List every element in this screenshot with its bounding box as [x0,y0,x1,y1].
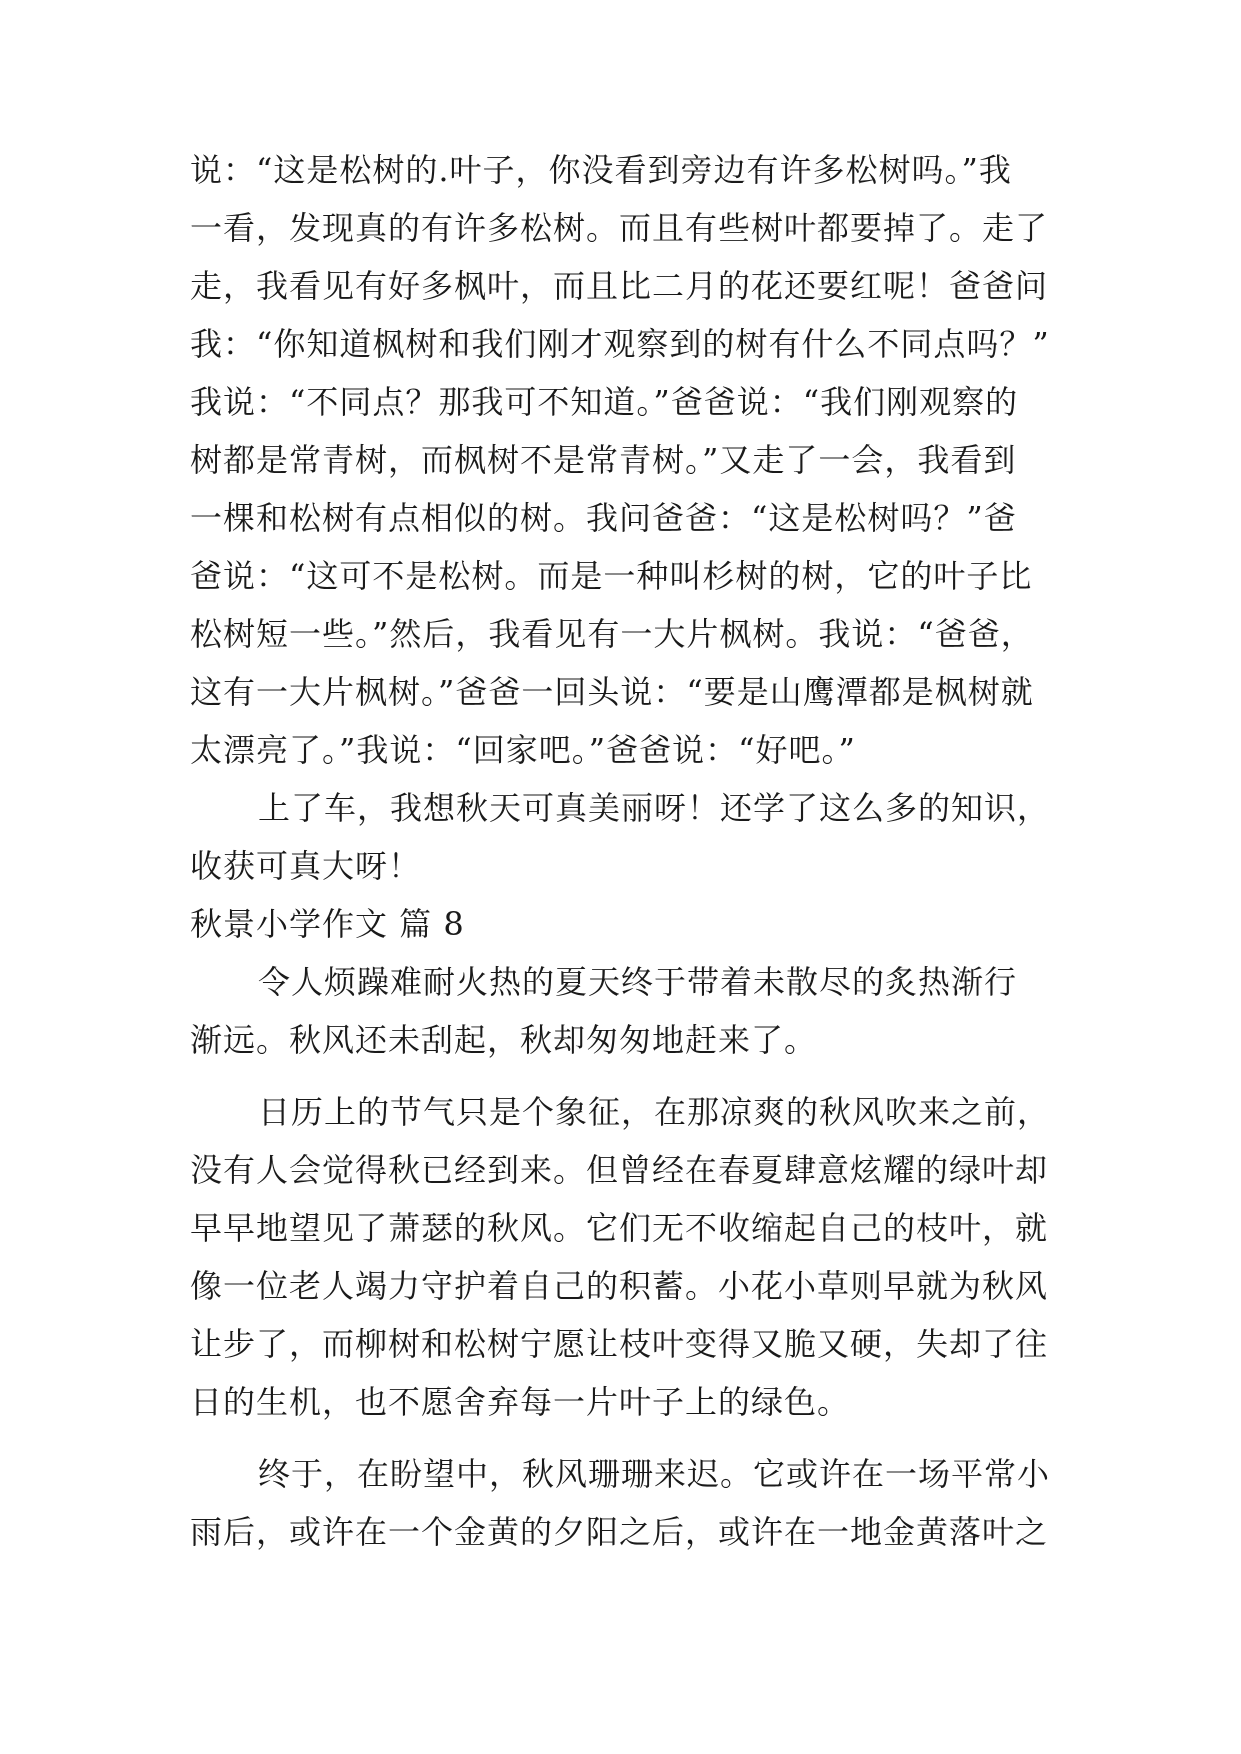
section-title: 秋景小学作文 篇 8 [190,905,465,943]
text-line: 走，我看见有好多枫叶，而且比二月的花还要红呢！爸爸问 [190,267,1049,305]
text-line: 树都是常青树，而枫树不是常青树。”又走了一会，我看到 [190,441,1017,479]
text-line: 终于，在盼望中，秋风珊珊来迟。它或许在一场平常小 [258,1455,1051,1493]
text-line: 没有人会觉得秋已经到来。但曾经在春夏肆意炫耀的绿叶却 [190,1151,1049,1189]
text-line: 一看，发现真的有许多松树。而且有些树叶都要掉了。走了 [190,209,1049,247]
text-line: 爸说：“这可不是松树。而是一种叫杉树的树，它的叶子比 [190,557,1033,595]
text-line: 像一位老人竭力守护着自己的积蓄。小花小草则早就为秋风 [190,1267,1049,1305]
text-line: 收获可真大呀！ [190,847,422,885]
text-line: 松树短一些。”然后，我看见有一大片枫树。我说：“爸爸， [190,615,1034,653]
text-line: 我说：“不同点？那我可不知道。”爸爸说：“我们刚观察的 [190,383,1019,421]
text-line: 早早地望见了萧瑟的秋风。它们无不收缩起自己的枝叶，就 [190,1209,1049,1247]
text-line: 上了车，我想秋天可真美丽呀！还学了这么多的知识， [258,789,1051,827]
text-line: 令人烦躁难耐火热的夏天终于带着未散尽的炙热渐行 [258,963,1018,1001]
text-line: 这有一大片枫树。”爸爸一回头说：“要是山鹰潭都是枫树就 [190,673,1034,711]
text-line: 让步了，而柳树和松树宁愿让枝叶变得又脆又硬，失却了往 [190,1325,1049,1363]
text-line: 日历上的节气只是个象征，在那凉爽的秋风吹来之前， [258,1093,1051,1131]
text-line: 说：“这是松树的.叶子，你没看到旁边有许多松树吗。”我 [190,151,1012,189]
text-line: 我：“你知道枫树和我们刚才观察到的树有什么不同点吗？” [190,325,1050,363]
text-line: 一棵和松树有点相似的树。我问爸爸：“这是松树吗？”爸 [190,499,1017,537]
text-line: 日的生机，也不愿舍弃每一片叶子上的绿色。 [190,1383,851,1421]
text-line: 雨后，或许在一个金黄的夕阳之后，或许在一地金黄落叶之 [190,1513,1049,1551]
text-line: 渐远。秋风还未刮起，秋却匆匆地赶来了。 [190,1021,818,1059]
text-line: 太漂亮了。”我说：“回家吧。”爸爸说：“好吧。” [190,731,856,769]
